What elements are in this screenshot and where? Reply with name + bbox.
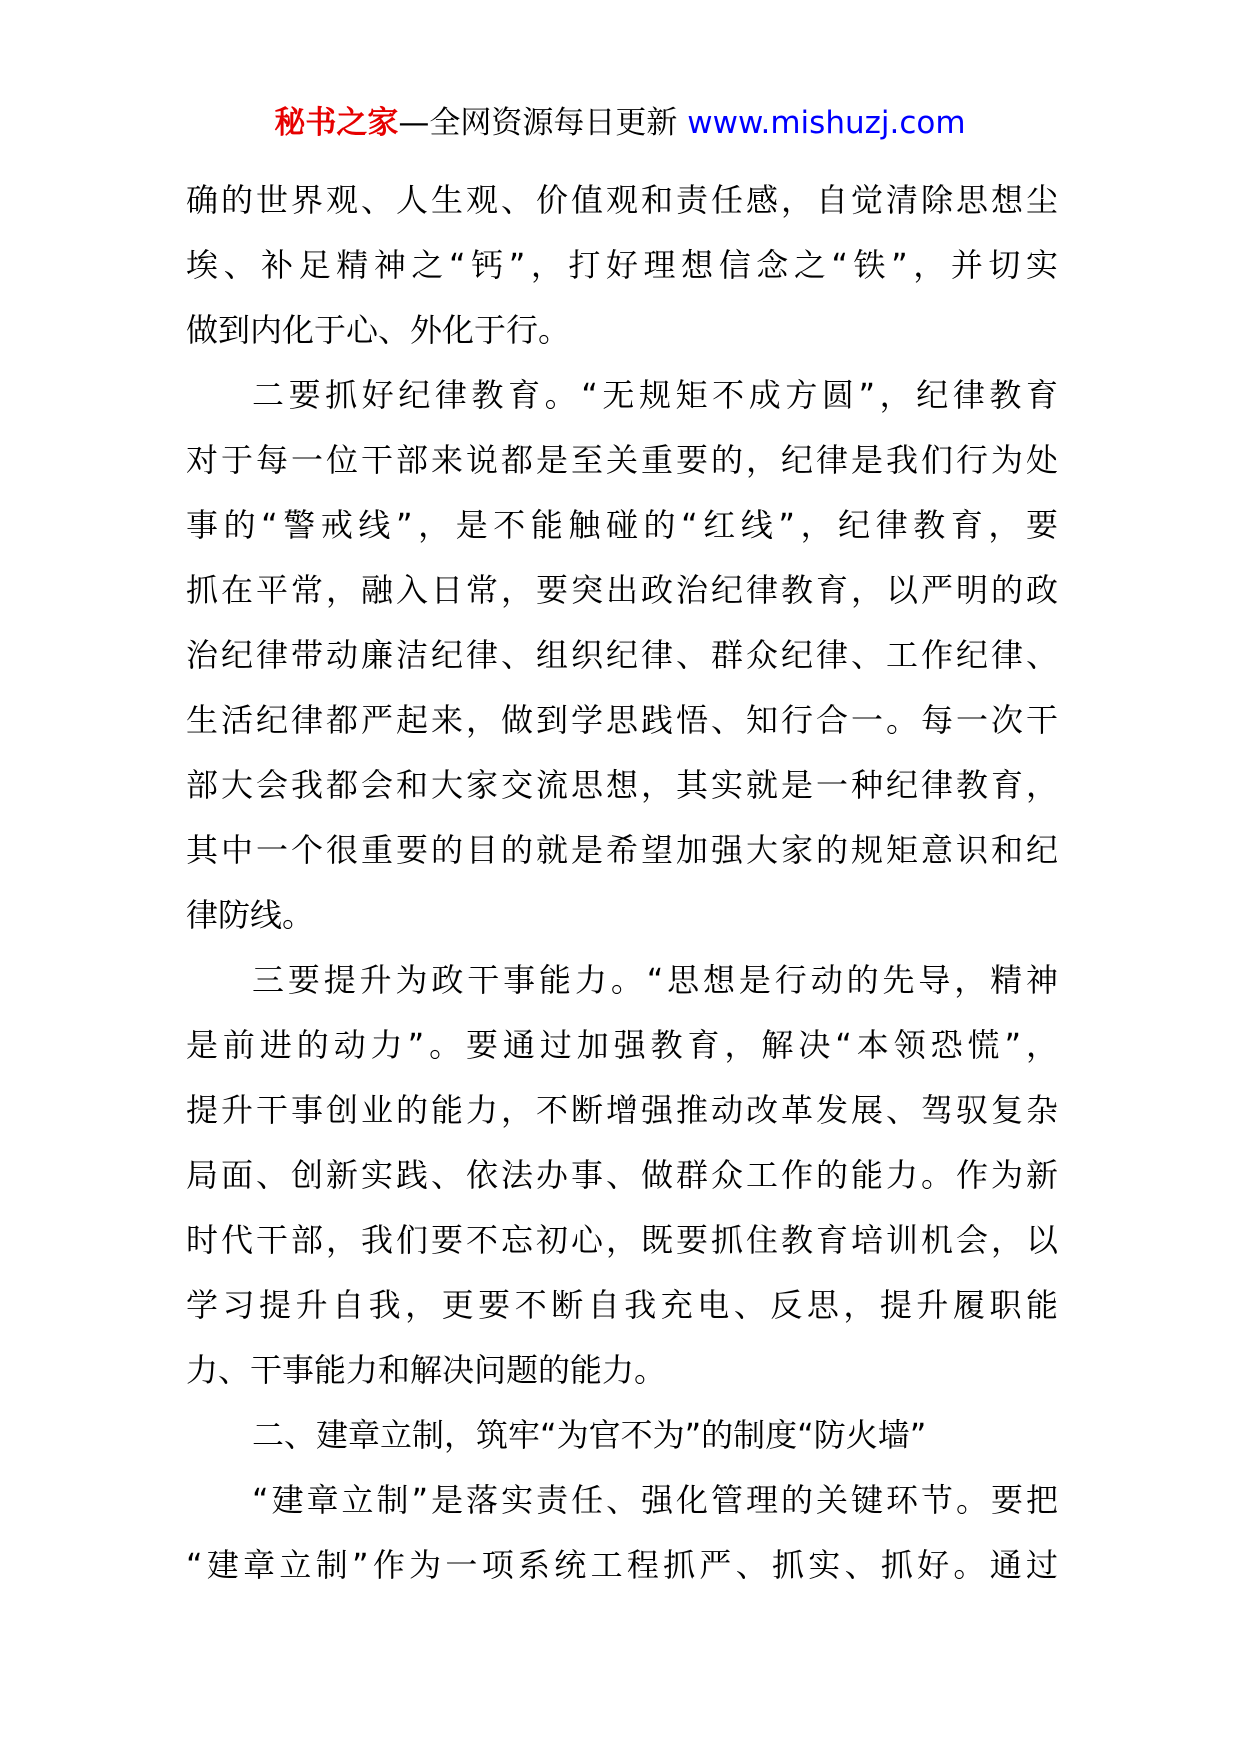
site-slogan: —全网资源每日更新 xyxy=(398,105,688,141)
text-line: 对于每一位干部来说都是至关重要的，纪律是我们行为处 xyxy=(186,441,1058,479)
text-line: 律防线。 xyxy=(186,896,315,934)
text-line: 局面、创新实践、依法办事、做群众工作的能力。作为新 xyxy=(186,1156,1058,1194)
site-url-link[interactable]: www.mishuzj.com xyxy=(687,105,966,141)
text-line: 三要提升为政干事能力。“思想是行动的先导，精神 xyxy=(252,961,1058,999)
text-line: 治纪律带动廉洁纪律、组织纪律、群众纪律、工作纪律、 xyxy=(186,636,1058,674)
text-line: 力、干事能力和解决问题的能力。 xyxy=(186,1351,667,1389)
text-line: 二要抓好纪律教育。“无规矩不成方圆”，纪律教育 xyxy=(252,376,1058,414)
site-header xyxy=(0,103,1240,143)
text-line: 二、建章立制，筑牢“为官不为”的制度“防火墙” xyxy=(252,1416,927,1454)
text-line: 埃、补足精神之“钙”，打好理想信念之“铁”，并切实 xyxy=(186,246,1058,284)
text-line: 学习提升自我，更要不断自我充电、反思，提升履职能 xyxy=(186,1286,1058,1324)
text-line: 其中一个很重要的目的就是希望加强大家的规矩意识和纪 xyxy=(186,831,1058,869)
site-brand: 秘书之家 xyxy=(274,105,399,141)
document-body xyxy=(186,168,1058,1598)
text-line: “建章立制”作为一项系统工程抓严、抓实、抓好。通过 xyxy=(186,1546,1058,1584)
text-line: 确的世界观、人生观、价值观和责任感，自觉清除思想尘 xyxy=(186,181,1058,219)
text-line: 生活纪律都严起来，做到学思践悟、知行合一。每一次干 xyxy=(186,701,1058,739)
text-line: 抓在平常，融入日常，要突出政治纪律教育，以严明的政 xyxy=(186,571,1058,609)
text-line: 做到内化于心、外化于行。 xyxy=(186,311,571,349)
text-line: “建章立制”是落实责任、强化管理的关键环节。要把 xyxy=(252,1481,1058,1519)
text-line: 提升干事创业的能力，不断增强推动改革发展、驾驭复杂 xyxy=(186,1091,1058,1129)
text-line: 时代干部，我们要不忘初心，既要抓住教育培训机会，以 xyxy=(186,1221,1058,1259)
text-line: 事的“警戒线”，是不能触碰的“红线”，纪律教育，要 xyxy=(186,506,1058,544)
text-line: 是前进的动力”。要通过加强教育，解决“本领恐慌”， xyxy=(186,1026,1058,1064)
text-line: 部大会我都会和大家交流思想，其实就是一种纪律教育， xyxy=(186,766,1058,804)
